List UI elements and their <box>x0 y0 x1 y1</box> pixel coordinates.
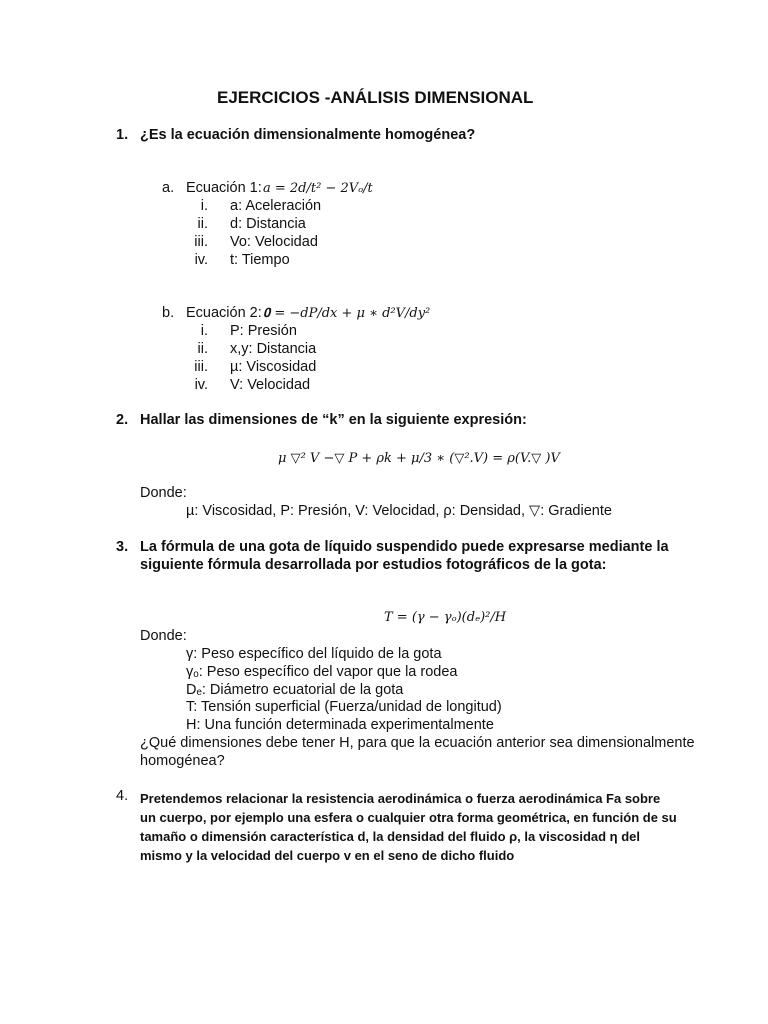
q3-line1: La fórmula de una gota de líquido suspendido puede expresarse mediante la <box>140 539 669 555</box>
q1b-item-text: V: Velocidad <box>230 377 311 393</box>
q1b-item-text: µ: Viscosidad <box>230 359 317 375</box>
q3-def: γ: Peso específico del líquido de la gota <box>186 646 442 662</box>
q3-def: Dₑ: Diámetro ecuatorial de la gota <box>186 682 404 698</box>
q1a-item-text: a: Aceleración <box>230 198 322 214</box>
q1a-item-num: iv. <box>194 252 208 268</box>
q1b-item-num: i. <box>200 323 208 339</box>
q2-number: 2. <box>116 412 129 428</box>
q1-text: ¿Es la ecuación dimensionalmente homogénea? <box>140 127 476 143</box>
q1b-item-num: iii. <box>194 359 208 375</box>
q1b-item-text: x,y: Distancia <box>230 341 317 357</box>
q1b-text: Ecuación 2: <box>186 305 262 321</box>
q1-number: 1. <box>116 127 129 143</box>
q1a-item-num: i. <box>200 198 208 214</box>
q2-text: Hallar las dimensiones de “k” en la siguiente expresión: <box>140 412 527 428</box>
q1b-item-num: ii. <box>197 341 208 357</box>
q1a-item-text: t: Tiempo <box>230 252 290 268</box>
q2-equation: μ ▽² V −▽ P + ρk + μ/3 ∗ (▽².V) = ρ(V.▽ )V <box>278 451 560 466</box>
q3-def: γₒ: Peso específico del vapor que la rodea <box>186 664 458 680</box>
q2-donde: Donde: <box>140 485 187 501</box>
q1a-item-num: ii. <box>197 216 208 232</box>
q1a-equation: a = 2d/t² − 2Vₒ/t <box>263 181 373 196</box>
q3-number: 3. <box>116 539 129 555</box>
q1b-equation: 𝟎 = −dP/dx + μ ∗ d²V/dy² <box>263 306 431 321</box>
q1b-item-text: P: Presión <box>230 323 297 339</box>
page-title: EJERCICIOS -ANÁLISIS DIMENSIONAL <box>217 88 534 107</box>
q4-text: Pretendemos relacionar la resistencia aerodinámica o fuerza aerodinámica Fa sobre un cuerpo, por ejemplo una esfera o cualquier otra forma geométrica, en función de su tamaño o dimensión característica d, la densidad del fluido ρ, la viscosidad η del mismo y la velocidad del cuerpo v en el seno de dicho fluido <box>140 791 677 863</box>
q1a-text: Ecuación 1: <box>186 180 262 196</box>
q1a-label: a. <box>162 180 175 196</box>
q3-equation: T = (γ − γₒ)(dₑ)²/H <box>384 610 507 625</box>
q4-number: 4. <box>116 788 129 804</box>
q3-question-line1: ¿Qué dimensiones debe tener H, para que la ecuación anterior sea dimensionalmente <box>140 735 695 751</box>
q1a-item-text: Vo: Velocidad <box>230 234 318 250</box>
q3-donde: Donde: <box>140 628 187 644</box>
q2-legend: µ: Viscosidad, P: Presión, V: Velocidad, ρ: Densidad, ▽: Gradiente <box>186 503 612 519</box>
q1a-item-text: d: Distancia <box>230 216 306 232</box>
q3-line2: siguiente fórmula desarrollada por estudios fotográficos de la gota: <box>140 557 607 573</box>
q1b-label: b. <box>162 305 175 321</box>
q3-def: H: Una función determinada experimentalmente <box>186 717 494 733</box>
q3-question-line2: homogénea? <box>140 753 225 769</box>
q3-def: T: Tensión superficial (Fuerza/unidad de longitud) <box>186 699 502 715</box>
q1a-item-num: iii. <box>194 234 208 250</box>
q1b-item-num: iv. <box>194 377 208 393</box>
